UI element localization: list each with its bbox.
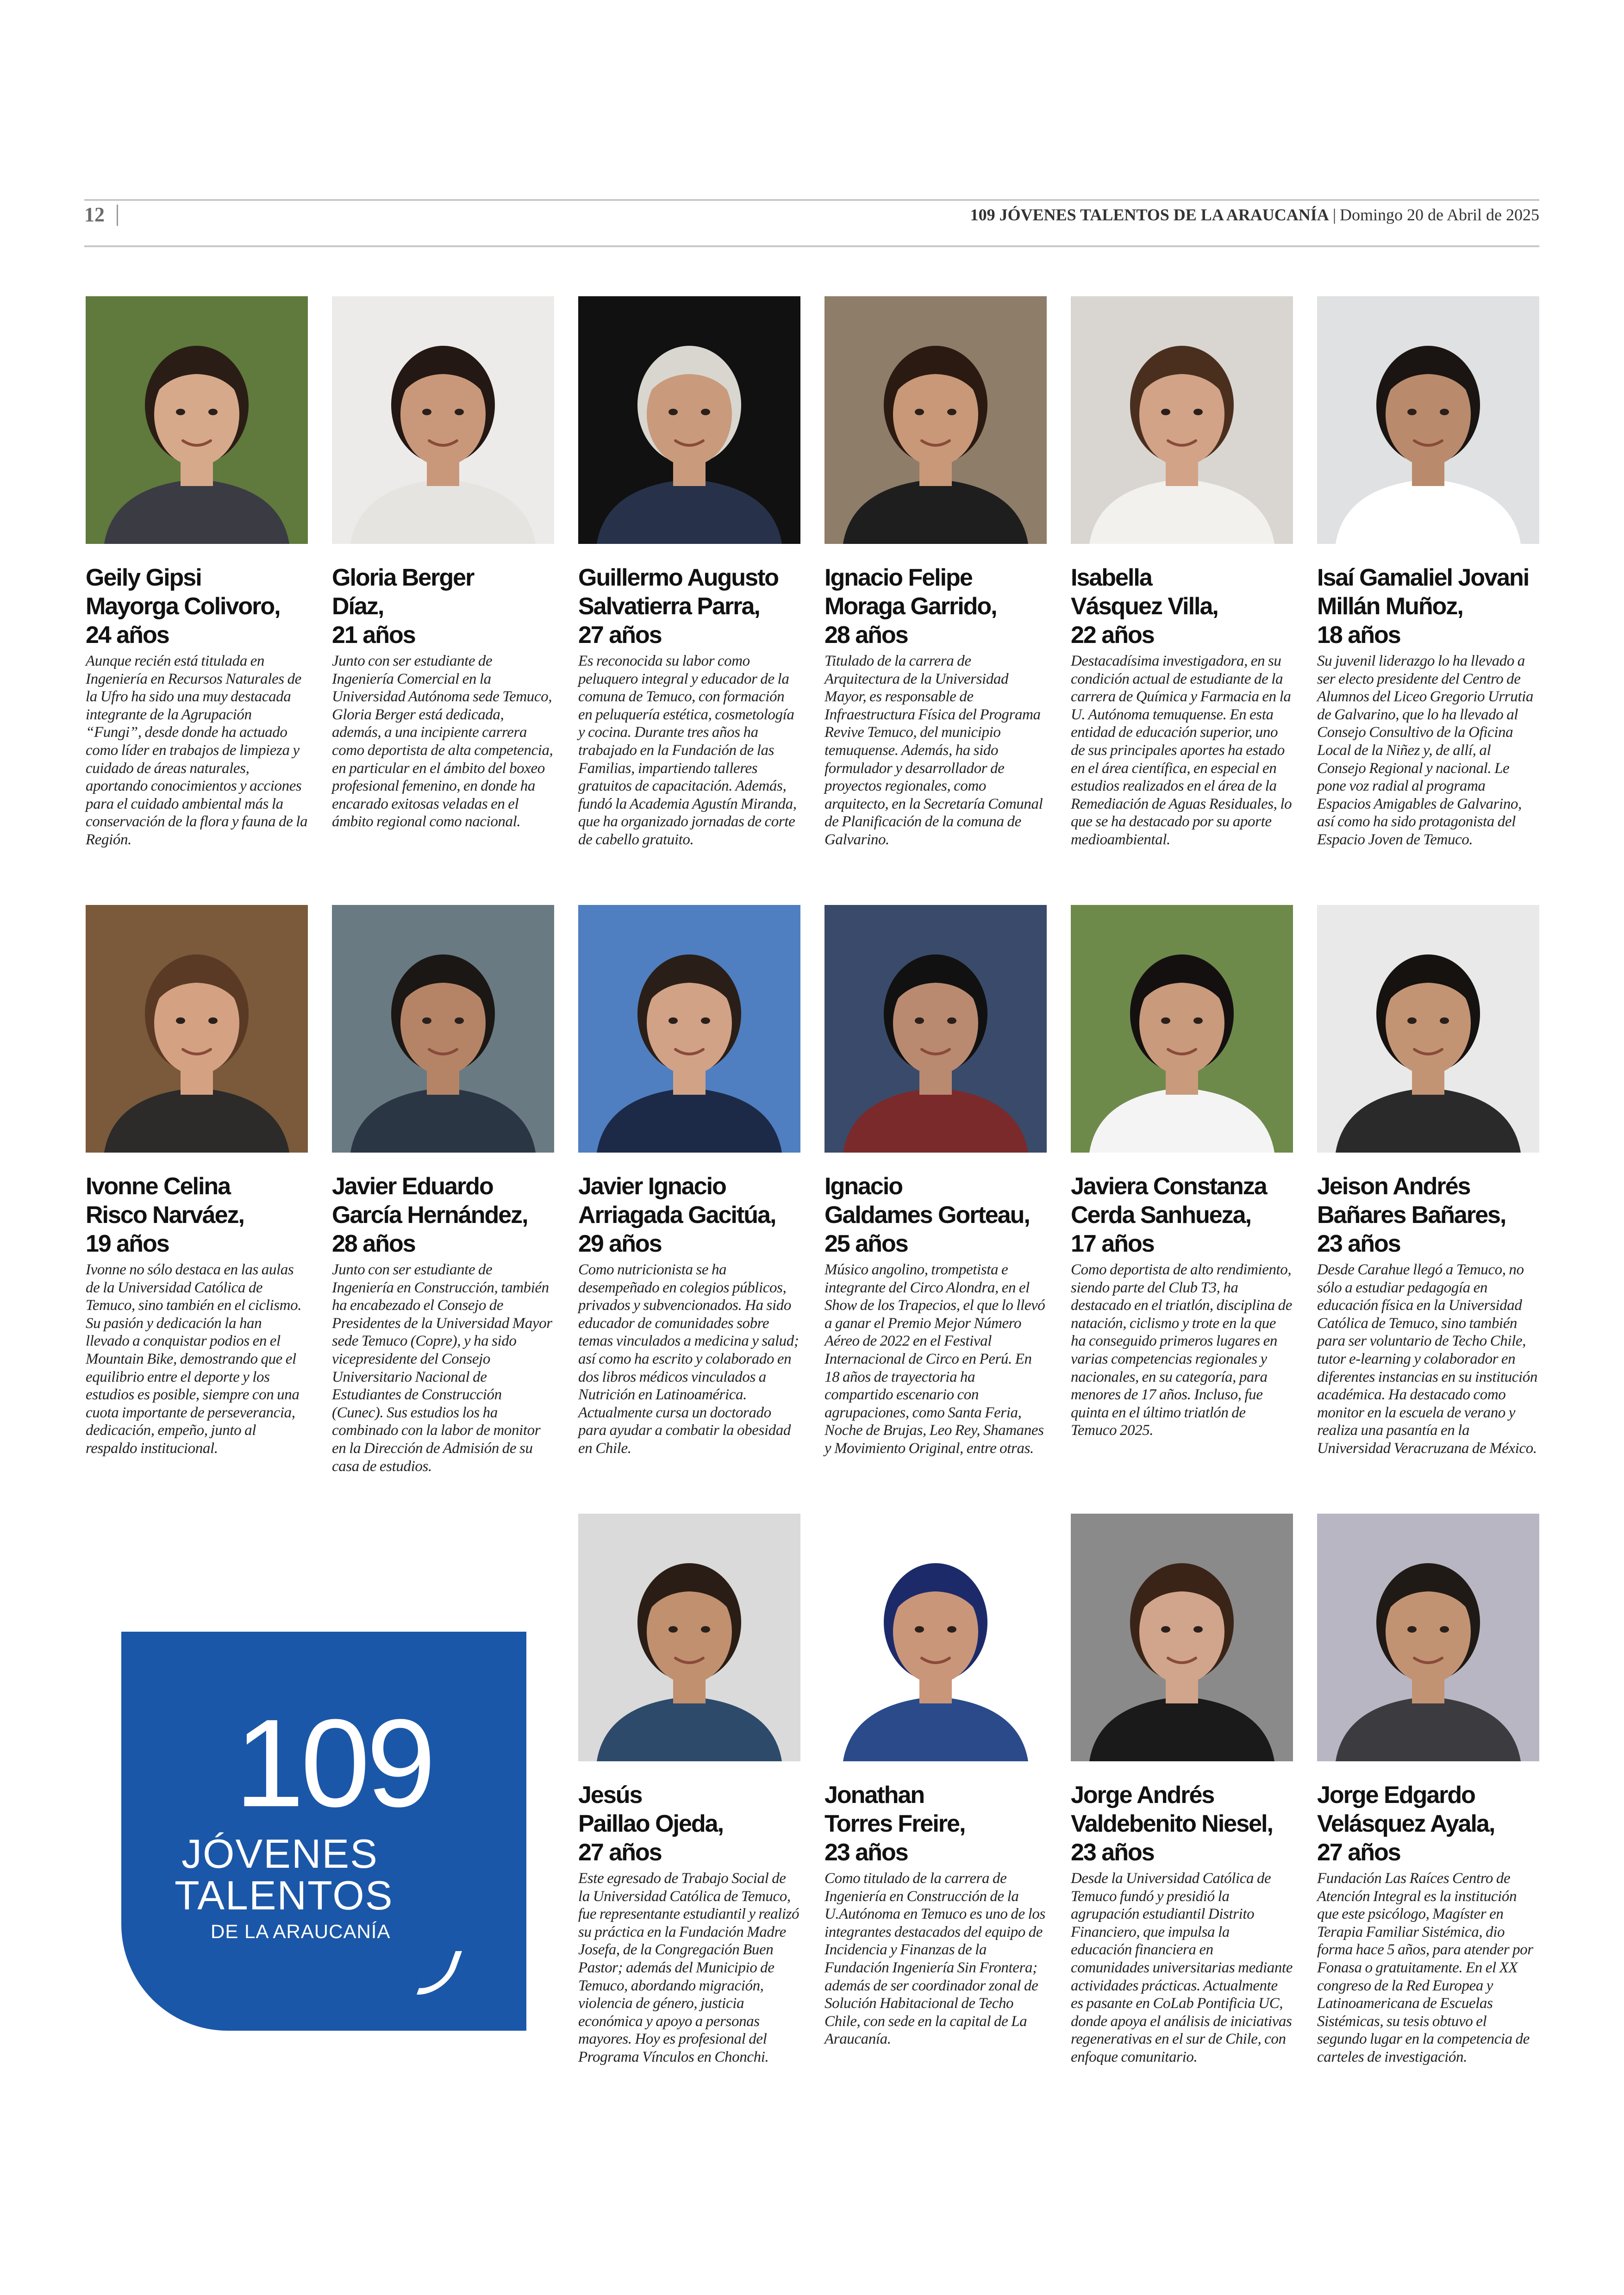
portrait-eye-right bbox=[947, 1626, 956, 1633]
profile-name-line: Díaz, bbox=[332, 593, 384, 620]
profile-name-line: Ivonne Celina bbox=[86, 1173, 231, 1200]
portrait-eye-left bbox=[668, 1626, 678, 1633]
profile-age: 25 años bbox=[824, 1230, 908, 1257]
profile-photo bbox=[1071, 905, 1293, 1153]
portrait-eye-left bbox=[915, 1017, 924, 1024]
profile-card bbox=[578, 1514, 800, 2066]
profile-photo bbox=[332, 296, 554, 544]
profile-card bbox=[824, 1514, 1047, 2048]
profile-name bbox=[332, 563, 554, 621]
profile-bio: Este egresado de Trabajo Social de la Universidad Católica de Temuco, fue representante estudiantil y realizó su práctica en la Fundación Madre Josefa, de la Congregación Buen Pastor; además del Municipio de Temuco, abordando migración, violencia de género, justicia económica y apoyo a personas mayores. Hoy es profesional del Programa Vínculos en Chonchi. bbox=[578, 1870, 800, 2065]
profile-age: 23 años bbox=[1317, 1230, 1400, 1257]
profile-name-line: Valdebenito Niesel, bbox=[1071, 1810, 1273, 1837]
profile-name-line: Vásquez Villa, bbox=[1071, 593, 1218, 620]
portrait-eye-right bbox=[208, 1017, 218, 1024]
profile-name bbox=[824, 563, 1047, 621]
profile-name bbox=[1071, 563, 1293, 621]
profile-name-line: Paillao Ojeda, bbox=[578, 1810, 724, 1837]
portrait-eye-right bbox=[1193, 1626, 1203, 1633]
profile-bio: Es reconocida su labor como peluquero integral y educador de la comuna de Temuco, con formación en peluquería estética, cosmetología y cocina. Durante tres años ha trabajado en la Fundación de las Familias, impartiendo talleres gratuitos de capacitación. Además, fundó la Academia Agustín Miranda, que ha organizado jornadas de corte de cabello gratuito. bbox=[578, 653, 797, 848]
profile-card bbox=[86, 905, 308, 1458]
portrait-eye-right bbox=[701, 409, 710, 415]
portrait-eye-left bbox=[422, 1017, 431, 1024]
profile-card bbox=[86, 296, 308, 849]
logo-line-talentos: TALENTOS bbox=[175, 1872, 394, 1918]
profile-card bbox=[332, 296, 554, 831]
profile-bio: Junto con ser estudiante de Ingeniería en Construcción, también ha encabezado el Consejo de Presidentes de la Universidad Mayor sede Temuco (Copre), y ha sido vicepresidente del Consejo Universitario Nacional de Estudiantes de Construcción (Cunec). Sus estudios los ha combinado con la labor de monitor en la Dirección de Admisión de su casa de estudios. bbox=[332, 1261, 552, 1475]
portrait-eye-right bbox=[455, 1017, 464, 1024]
profile-name bbox=[578, 1781, 800, 1838]
profile-card bbox=[1071, 905, 1293, 1440]
portrait-illustration bbox=[1317, 1514, 1539, 1761]
portrait-eye-left bbox=[1161, 1017, 1170, 1024]
profile-name bbox=[86, 563, 308, 621]
profile-name-line: Moraga Garrido, bbox=[824, 593, 997, 620]
profile-name-line: Arriagada Gacitúa, bbox=[578, 1202, 776, 1229]
portrait-illustration bbox=[824, 1514, 1047, 1761]
profile-age: 27 años bbox=[578, 1839, 662, 1866]
logo-comma-mark bbox=[417, 1951, 462, 1995]
portrait-eye-right bbox=[947, 1017, 956, 1024]
profile-photo bbox=[1317, 296, 1539, 544]
profile-card bbox=[578, 905, 800, 1458]
profile-name-line: Javier Eduardo bbox=[332, 1173, 493, 1200]
profile-photo bbox=[824, 905, 1047, 1153]
profile-age: 28 años bbox=[332, 1230, 415, 1257]
portrait-illustration bbox=[332, 296, 554, 544]
profile-photo bbox=[824, 1514, 1047, 1761]
portrait-eye-left bbox=[1161, 409, 1170, 415]
portrait-illustration bbox=[1071, 1514, 1293, 1761]
profile-name-line: Cerda Sanhueza, bbox=[1071, 1202, 1251, 1229]
profile-age: 18 años bbox=[1317, 622, 1400, 649]
profile-name bbox=[578, 563, 800, 621]
profile-name-line: Ignacio bbox=[824, 1173, 903, 1200]
profile-name-line: Jorge Edgardo bbox=[1317, 1782, 1475, 1809]
profile-photo bbox=[1071, 296, 1293, 544]
profile-age: 23 años bbox=[824, 1839, 908, 1866]
portrait-illustration bbox=[578, 905, 800, 1153]
profile-card bbox=[1071, 1514, 1293, 2066]
header-running-title bbox=[970, 205, 1539, 225]
profile-age: 17 años bbox=[1071, 1230, 1154, 1257]
profile-name bbox=[578, 1172, 800, 1229]
profile-photo bbox=[578, 905, 800, 1153]
profile-name-line: Jeison Andrés bbox=[1317, 1173, 1470, 1200]
profile-name-line: Geily Gipsi bbox=[86, 564, 201, 591]
portrait-eye-right bbox=[701, 1626, 710, 1633]
portrait-eye-right bbox=[1193, 1017, 1203, 1024]
profile-bio: Desde la Universidad Católica de Temuco fundó y presidió la agrupación estudiantil Distrito Financiero, que impulsa la educación financiera en comunidades universitarias mediante actividades prácticas. Actualmente es pasante en CoLab Pontificia UC, donde apoya el análisis de iniciativas regenerativas en el sur de Chile, con enfoque comunitario. bbox=[1071, 1870, 1293, 2065]
profile-name-line: Jesús bbox=[578, 1782, 642, 1809]
portrait-eye-left bbox=[1407, 1626, 1417, 1633]
profile-bio: Como nutricionista se ha desempeñado en colegios públicos, privados y subvencionados. Ha sido educador de comunidades sobre temas vinculados a medicina y salud; así como ha escrito y colaborado en dos libros médicos vinculados a Nutrición en Latinoamérica. Actualmente cursa un doctorado para ayudar a combatir la obesidad en Chile. bbox=[578, 1261, 799, 1457]
portrait-eye-left bbox=[915, 1626, 924, 1633]
profile-photo bbox=[1317, 1514, 1539, 1761]
profile-name-line: Millán Muñoz, bbox=[1317, 593, 1463, 620]
section-title: 109 JÓVENES TALENTOS DE LA ARAUCANÍA bbox=[970, 206, 1329, 224]
profile-bio: Destacadísima investigadora, en su condición actual de estudiante de la carrera de Química y Farmacia en la U. Autónoma temuquense. En esta entidad de educación superior, uno de sus principales aportes ha estado en el área científica, en especial en estudios realizados en el área de la Remediación de Aguas Residuales, lo que se ha destacado por su aporte medioambiental. bbox=[1071, 653, 1292, 848]
portrait-illustration bbox=[332, 905, 554, 1153]
portrait-eye-left bbox=[1407, 1017, 1417, 1024]
portrait-illustration bbox=[86, 905, 308, 1153]
profile-age: 22 años bbox=[1071, 622, 1154, 649]
profile-name bbox=[1317, 1172, 1539, 1229]
portrait-eye-left bbox=[1407, 409, 1417, 415]
portrait-eye-left bbox=[1161, 1626, 1170, 1633]
profile-name bbox=[1317, 1781, 1539, 1838]
profile-age: 21 años bbox=[332, 622, 415, 649]
profile-age: 24 años bbox=[86, 622, 169, 649]
portrait-illustration bbox=[1071, 296, 1293, 544]
portrait-eye-right bbox=[1440, 409, 1449, 415]
profile-card bbox=[1317, 905, 1539, 1458]
profile-name bbox=[86, 1172, 308, 1229]
profile-card bbox=[578, 296, 800, 849]
page-number: 12 bbox=[84, 203, 105, 226]
portrait-illustration bbox=[1317, 905, 1539, 1153]
profile-name-line: Gloria Berger bbox=[332, 564, 474, 591]
profile-name-line: Isabella bbox=[1071, 564, 1152, 591]
profile-photo bbox=[1071, 1514, 1293, 1761]
profile-bio: Desde Carahue llegó a Temuco, no sólo a estudiar pedagogía en educación física en la Universidad Católica de Temuco, sino también para ser voluntario de Techo Chile, tutor e-learning y colaborador en diferentes instancias en su institución académica. Ha destacado como monitor en la escuela de verano y realiza una pasantía en la Universidad Veracruzana de México. bbox=[1317, 1261, 1537, 1457]
portrait-illustration bbox=[1071, 905, 1293, 1153]
profile-name bbox=[332, 1172, 554, 1229]
portrait-eye-left bbox=[422, 409, 431, 415]
profile-card bbox=[824, 905, 1047, 1458]
profile-name-line: Jonathan bbox=[824, 1782, 924, 1809]
profile-bio: Fundación Las Raíces Centro de Atención Integral es la institución que este psicólogo, Magíster en Terapia Familiar Sistémica, dio forma hace 5 años, para atender por Fonasa o gratuitamente. En el XX congreso de la Red Europea y Latinoamericana de Escuelas Sistémicas, su tesis obtuvo el segundo lugar en la competencia de carteles de investigación. bbox=[1317, 1870, 1533, 2065]
profile-name-line: García Hernández, bbox=[332, 1202, 528, 1229]
profile-photo bbox=[824, 296, 1047, 544]
profile-name-line: Torres Freire, bbox=[824, 1810, 965, 1837]
profile-card bbox=[1317, 296, 1539, 849]
profile-name-line: Ignacio Felipe bbox=[824, 564, 972, 591]
profile-card bbox=[824, 296, 1047, 849]
profile-name-line: Galdames Gorteau, bbox=[824, 1202, 1030, 1229]
profile-bio: Su juvenil liderazgo lo ha llevado a ser electo presidente del Centro de Alumnos del Liceo Gregorio Urrutia de Galvarino, que lo ha llevado al Consejo Consultivo de la Oficina Local de la Niñez y, de allí, al Consejo Regional y nacional. Le pone voz radial al programa Espacios Amigables de Galvarino, así como ha sido protagonista del Espacio Joven de Temuco. bbox=[1317, 653, 1533, 848]
profile-bio: Como titulado de la carrera de Ingeniería en Construcción de la U.Autónoma en Temuco es uno de los integrantes destacados del equipo de Incidencia y Finanzas de la Fundación Ingeniería Sin Frontera; además de ser coordinador zonal de Solución Habitacional de Techo Chile, con sede en la capital de La Araucanía. bbox=[824, 1870, 1045, 2048]
profile-name-line: Javiera Constanza bbox=[1071, 1173, 1267, 1200]
profile-name-line: Bañares Bañares, bbox=[1317, 1202, 1506, 1229]
profile-photo bbox=[578, 296, 800, 544]
talentos-logo bbox=[121, 1632, 526, 2031]
portrait-illustration bbox=[824, 296, 1047, 544]
profile-photo bbox=[86, 296, 308, 544]
portrait-illustration bbox=[1317, 296, 1539, 544]
profile-bio: Titulado de la carrera de Arquitectura de la Universidad Mayor, es responsable de Infraestructura Física del Programa Revive Temuco, del municipio temuquense. Además, ha sido formulador y desarrollador de proyectos regionales, como arquitecto, en la Secretaría Comunal de Planificación de la comuna de Galvarino. bbox=[824, 653, 1043, 848]
profile-bio: Junto con ser estudiante de Ingeniería Comercial en la Universidad Autónoma sede Temuco, Gloria Berger está dedicada, además, a una incipiente carrera como deportista de alta competencia, en particular en el ámbito del boxeo profesional femenino, en donde ha encarado exitosas veladas en el ámbito regional como nacional. bbox=[332, 653, 553, 830]
portrait-illustration bbox=[578, 1514, 800, 1761]
header-page-separator bbox=[117, 205, 118, 226]
profile-name-line: Jorge Andrés bbox=[1071, 1782, 1214, 1809]
logo-line-region: DE LA ARAUCANÍA bbox=[211, 1921, 391, 1942]
header-top-rule bbox=[84, 199, 1539, 201]
profile-name-line: Isaí Gamaliel Jovani bbox=[1317, 564, 1529, 591]
profile-photo bbox=[86, 905, 308, 1153]
profile-age: 23 años bbox=[1071, 1839, 1154, 1866]
profile-photo bbox=[332, 905, 554, 1153]
portrait-eye-right bbox=[455, 409, 464, 415]
portrait-eye-left bbox=[176, 1017, 185, 1024]
profile-name-line: Mayorga Colivoro, bbox=[86, 593, 280, 620]
profile-name-line: Velásquez Ayala, bbox=[1317, 1810, 1495, 1837]
profile-bio: Como deportista de alto rendimiento, siendo parte del Club T3, ha destacado en el triatlón, disciplina de natación, ciclismo y trote en la que ha conseguido primeros lugares en varias competencias regionales y nacionales, en su categoría, para menores de 17 años. Incluso, fue quinta en el último triatlón de Temuco 2025. bbox=[1071, 1261, 1292, 1439]
profile-age: 27 años bbox=[1317, 1839, 1400, 1866]
logo-number: 109 bbox=[235, 1694, 432, 1833]
profile-name-line: Risco Narváez, bbox=[86, 1202, 244, 1229]
profile-card bbox=[332, 905, 554, 1475]
logo-line-jovenes: JÓVENES bbox=[181, 1831, 378, 1877]
profile-name bbox=[1071, 1172, 1293, 1229]
portrait-eye-left bbox=[668, 409, 678, 415]
profile-bio: Aunque recién está titulada en Ingeniería en Recursos Naturales de la Ufro ha sido una muy destacada integrante de la Agrupación “Fungi”, desde donde ha actuado como líder en trabajos de limpieza y cuidado de áreas naturales, aportando conocimientos y acciones para el cuidado ambiental más la conservación de la flora y fauna de la Región. bbox=[86, 653, 308, 848]
profile-age: 28 años bbox=[824, 622, 908, 649]
profile-age: 27 años bbox=[578, 622, 662, 649]
profile-age: 19 años bbox=[86, 1230, 169, 1257]
profile-card bbox=[1071, 296, 1293, 849]
portrait-eye-right bbox=[208, 409, 218, 415]
header-pipe: | bbox=[1332, 206, 1337, 224]
profile-card bbox=[1317, 1514, 1539, 2066]
portrait-eye-right bbox=[1440, 1626, 1449, 1633]
portrait-illustration bbox=[86, 296, 308, 544]
portrait-eye-right bbox=[1440, 1017, 1449, 1024]
profile-name-line: Guillermo Augusto bbox=[578, 564, 779, 591]
header-bottom-rule bbox=[84, 245, 1539, 247]
profile-name-line: Javier Ignacio bbox=[578, 1173, 726, 1200]
portrait-eye-right bbox=[701, 1017, 710, 1024]
profile-bio: Músico angolino, trompetista e integrante del Circo Alondra, en el Show de los Trapecios, el que lo llevó a ganar el Premio Mejor Número Aéreo de 2022 en el Festival Internacional de Circo en Perú. En 18 años de trayectoria ha compartido escenario con agrupaciones, como Santa Feria, Noche de Brujas, Leo Rey, Shamanes y Movimiento Original, entre otras. bbox=[824, 1261, 1045, 1457]
profile-photo bbox=[578, 1514, 800, 1761]
portrait-eye-left bbox=[915, 409, 924, 415]
portrait-illustration bbox=[824, 905, 1047, 1153]
profile-age: 29 años bbox=[578, 1230, 662, 1257]
profile-name bbox=[1071, 1781, 1293, 1838]
portrait-eye-right bbox=[947, 409, 956, 415]
profile-bio: Ivonne no sólo destaca en las aulas de la Universidad Católica de Temuco, sino también en el ciclismo. Su pasión y dedicación la han llevado a conquistar podios en el Mountain Bike, demostrando que el equilibrio entre el deporte y los estudios es posible, siempre con una cuota importante de perseverancia, dedicación, empeño, junto al respaldo institucional. bbox=[86, 1261, 302, 1457]
portrait-eye-left bbox=[668, 1017, 678, 1024]
portrait-illustration bbox=[578, 296, 800, 544]
profile-name bbox=[824, 1781, 1047, 1838]
profile-name bbox=[824, 1172, 1047, 1229]
profile-name-line: Salvatierra Parra, bbox=[578, 593, 760, 620]
issue-date: Domingo 20 de Abril de 2025 bbox=[1340, 206, 1539, 224]
profile-photo bbox=[1317, 905, 1539, 1153]
profile-name bbox=[1317, 563, 1539, 621]
portrait-eye-right bbox=[1193, 409, 1203, 415]
portrait-eye-left bbox=[176, 409, 185, 415]
